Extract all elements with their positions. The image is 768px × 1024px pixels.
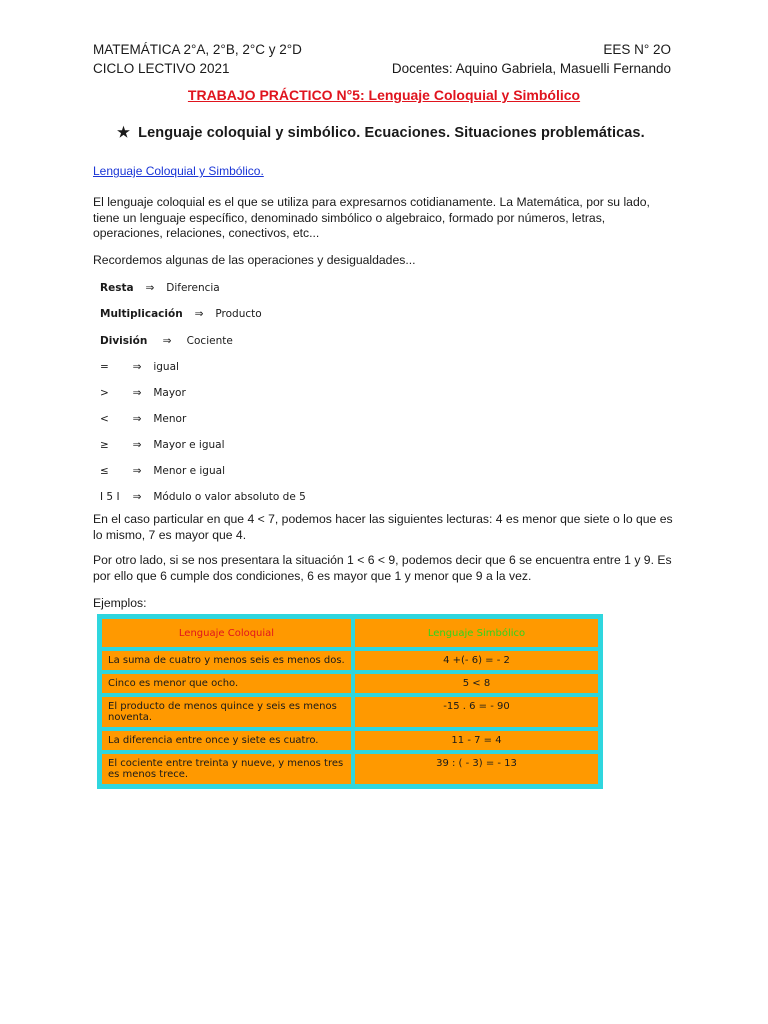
table-row <box>100 695 600 729</box>
coloquial-cell: La diferencia entre once y siete es cuatro. <box>100 729 353 752</box>
header-row-2 <box>93 61 671 76</box>
operation-meaning: Menor <box>153 413 187 425</box>
coloquial-cell: El cociente entre treinta y nueve, y menos tres es menos trece. <box>100 752 353 786</box>
header-row-1 <box>93 42 671 57</box>
table-row <box>100 649 600 672</box>
operation-item <box>100 335 233 347</box>
operation-item <box>100 413 186 425</box>
table-row <box>100 672 600 695</box>
star-icon: ★ <box>117 125 131 141</box>
implies-icon: ⇒ <box>162 335 172 347</box>
school-label: EES N° 2O <box>603 42 671 57</box>
operation-term: < <box>100 413 109 425</box>
cycle-label: CICLO LECTIVO 2021 <box>93 61 230 76</box>
operation-term: > <box>100 387 109 399</box>
intro-paragraph: El lenguaje coloquial es el que se utiliza para expresarnos cotidianamente. La Matemática, por su lado, tiene un lenguaje específico, denominado simbólico o algebraico, formado por números, letras, operaciones, relaciones, conectivos, etc... <box>93 195 650 240</box>
simbolico-cell: -15 . 6 = - 90 <box>353 695 600 729</box>
subtitle-text: Lenguaje coloquial y simbólico. Ecuaciones. Situaciones problemáticas. <box>138 125 645 141</box>
simbolico-cell: 11 - 7 = 4 <box>353 729 600 752</box>
implies-icon: ⇒ <box>132 491 142 503</box>
simbolico-cell: 39 : ( - 3) = - 13 <box>353 752 600 786</box>
operation-meaning: igual <box>153 361 179 373</box>
operation-meaning: Cociente <box>186 335 233 347</box>
simbolico-cell: 5 < 8 <box>353 672 600 695</box>
implies-icon: ⇒ <box>132 361 142 373</box>
subtitle <box>117 125 645 141</box>
header-coloquial: Lenguaje Coloquial <box>100 617 353 649</box>
operation-item <box>100 308 262 320</box>
operation-item <box>100 282 220 294</box>
implies-icon: ⇒ <box>132 413 142 425</box>
operation-meaning: Diferencia <box>166 282 220 294</box>
operation-item <box>100 387 186 399</box>
table-row <box>100 729 600 752</box>
operation-meaning: Menor e igual <box>153 465 225 477</box>
recall-paragraph: Recordemos algunas de las operaciones y desigualdades... <box>93 253 416 267</box>
operation-item <box>100 491 306 503</box>
operation-meaning: Mayor <box>153 387 186 399</box>
simbolico-cell: 4 +(- 6) = - 2 <box>353 649 600 672</box>
between-paragraph: Por otro lado, si se nos presentara la situación 1 < 6 < 9, podemos decir que 6 se encuentra entre 1 y 9. Es por ello que 6 cumple dos condiciones, 6 es mayor que 1 y menor que 9 a la vez. <box>93 553 672 583</box>
table-header-row <box>100 617 600 649</box>
case-paragraph: En el caso particular en que 4 < 7, podemos hacer las siguientes lecturas: 4 es menor que siete o lo que es lo mismo, 7 es mayor que 4. <box>93 512 673 542</box>
implies-icon: ⇒ <box>132 439 142 451</box>
examples-table <box>97 614 603 789</box>
implies-icon: ⇒ <box>132 465 142 477</box>
coloquial-cell: Cinco es menor que ocho. <box>100 672 353 695</box>
examples-label: Ejemplos: <box>93 596 147 610</box>
operation-term: I 5 I <box>100 491 120 503</box>
table-row <box>100 752 600 786</box>
implies-icon: ⇒ <box>145 282 155 294</box>
page-title: TRABAJO PRÁCTICO N°5: Lenguaje Coloquial y Simbólico <box>187 87 581 103</box>
teachers-label: Docentes: Aquino Gabriela, Masuelli Fernando <box>391 61 671 76</box>
implies-icon: ⇒ <box>132 387 142 399</box>
operation-term: Multiplicación <box>100 308 183 320</box>
operation-item <box>100 439 225 451</box>
header-simbolico: Lenguaje Simbólico <box>353 617 600 649</box>
coloquial-cell: El producto de menos quince y seis es menos noventa. <box>100 695 353 729</box>
operation-term: ≤ <box>100 465 109 477</box>
operation-term: Resta <box>100 282 134 294</box>
operation-term: División <box>100 335 148 347</box>
operation-item <box>100 361 179 373</box>
operation-meaning: Producto <box>215 308 262 320</box>
course-label: MATEMÁTICA 2°A, 2°B, 2°C y 2°D <box>93 42 302 57</box>
operation-term: = <box>100 361 109 373</box>
section-link[interactable]: Lenguaje Coloquial y Simbólico. <box>93 164 264 178</box>
operation-item <box>100 465 225 477</box>
operation-meaning: Mayor e igual <box>153 439 225 451</box>
implies-icon: ⇒ <box>194 308 204 320</box>
operation-term: ≥ <box>100 439 109 451</box>
operation-meaning: Módulo o valor absoluto de 5 <box>153 491 306 503</box>
coloquial-cell: La suma de cuatro y menos seis es menos dos. <box>100 649 353 672</box>
